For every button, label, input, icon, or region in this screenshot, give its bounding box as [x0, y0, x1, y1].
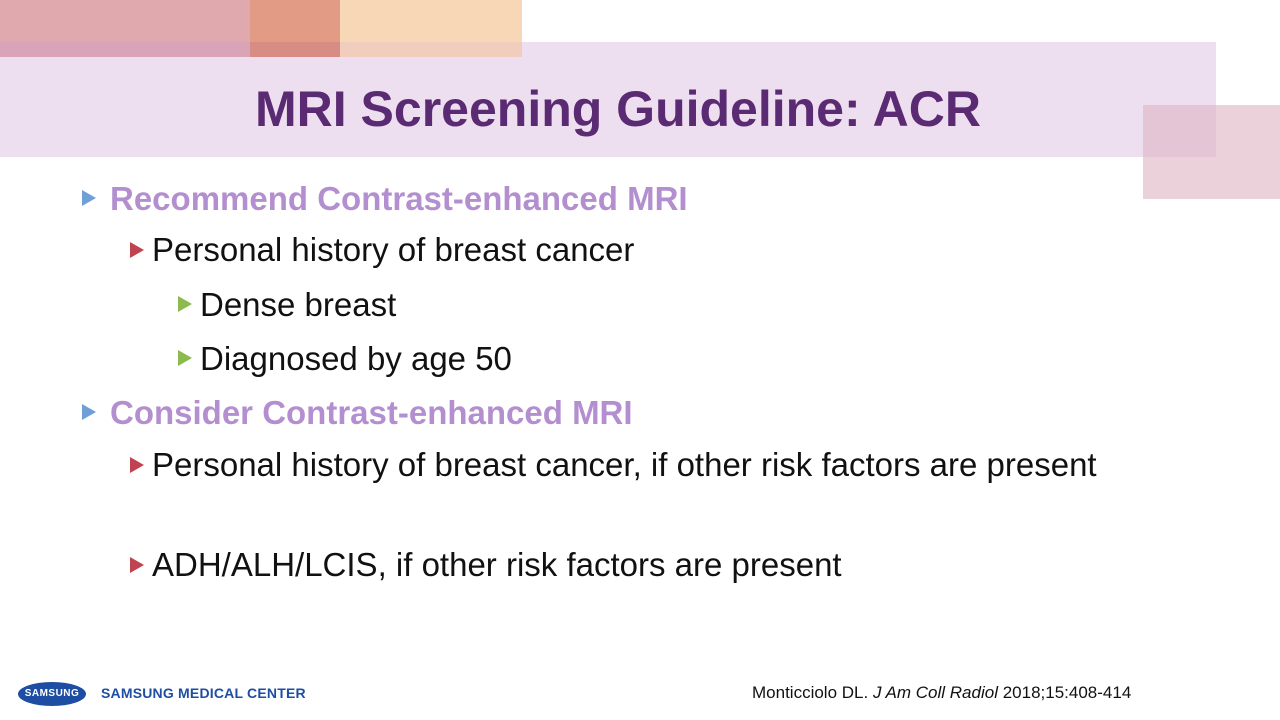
list-item [130, 447, 1112, 488]
section-heading-text: Recommend Contrast-enhanced MRI [110, 180, 688, 217]
triangle-bullet-icon [178, 296, 192, 312]
citation-journal: J Am Coll Radiol [872, 683, 998, 702]
section-heading-consider [82, 394, 633, 432]
triangle-bullet-icon [130, 457, 144, 473]
citation-details: 2018;15:408-414 [1002, 683, 1132, 702]
header-decor-overlap [0, 42, 250, 57]
section-heading-text: Consider Contrast-enhanced MRI [110, 394, 633, 431]
corner-decor-overlap [1143, 105, 1216, 157]
list-item [130, 547, 842, 588]
sub-list-item-text: Dense breast [200, 286, 397, 323]
sub-list-item [178, 340, 512, 378]
header-decor-overlap [340, 42, 522, 57]
triangle-bullet-icon [82, 190, 96, 206]
list-item-text: Personal history of breast cancer, if other risk factors are present [152, 446, 1097, 483]
list-item [130, 232, 634, 273]
list-item-text: Personal history of breast cancer [152, 231, 635, 268]
header-decor-overlap [250, 42, 340, 57]
list-item-text: ADH/ALH/LCIS, if other risk factors are present [152, 546, 842, 583]
citation-author: Monticciolo DL. [752, 683, 869, 702]
triangle-bullet-icon [178, 350, 192, 366]
sub-list-item-text: Diagnosed by age 50 [200, 340, 512, 377]
samsung-logo: SAMSUNG [18, 682, 86, 706]
citation [752, 683, 1131, 703]
triangle-bullet-icon [130, 242, 144, 258]
section-heading-recommend [82, 180, 688, 218]
sub-list-item [178, 286, 396, 324]
triangle-bullet-icon [130, 557, 144, 573]
organization-name: SAMSUNG MEDICAL CENTER [101, 685, 306, 701]
triangle-bullet-icon [82, 404, 96, 420]
slide-title: MRI Screening Guideline: ACR [255, 81, 982, 137]
